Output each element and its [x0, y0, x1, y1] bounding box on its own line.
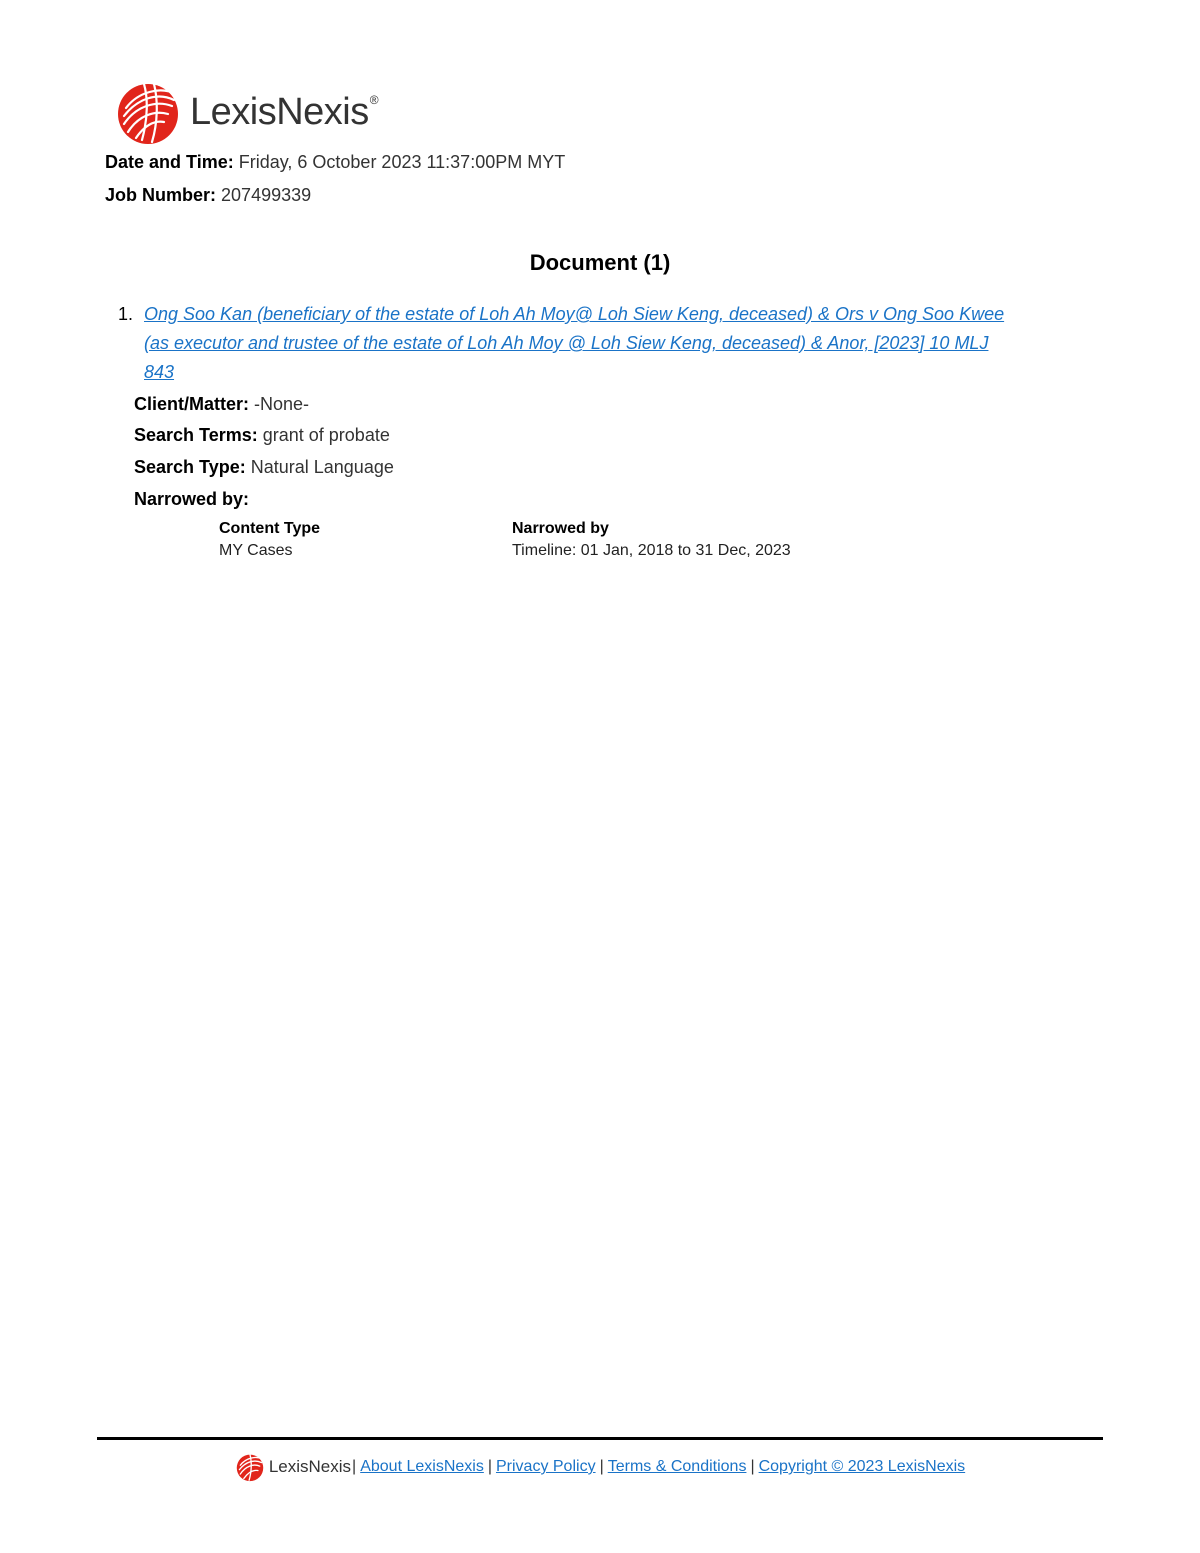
about-lexisnexis-link[interactable]: About LexisNexis	[360, 1458, 484, 1475]
job-number-label: Job Number:	[105, 185, 217, 205]
search-terms-line	[134, 424, 390, 446]
date-time-line	[105, 151, 565, 173]
footer-separator: |	[487, 1458, 492, 1475]
search-type-line	[134, 456, 394, 478]
content-type-column	[219, 518, 320, 562]
footer-separator: |	[750, 1458, 755, 1475]
footer-wordmark: LexisNexis	[268, 1457, 352, 1476]
footer-separator: |	[599, 1458, 604, 1475]
narrowed-by-value: Timeline: 01 Jan, 2018 to 31 Dec, 2023	[512, 542, 791, 559]
search-terms-value: grant of probate	[262, 425, 390, 445]
footer	[0, 1452, 1200, 1482]
privacy-policy-link[interactable]: Privacy Policy	[495, 1458, 596, 1475]
job-number-line	[105, 184, 311, 206]
content-type-header: Content Type	[219, 520, 321, 537]
footer-logo	[235, 1452, 351, 1482]
narrowed-by-line	[134, 488, 249, 510]
lexisnexis-knowledge-burst-icon	[235, 1452, 265, 1482]
terms-conditions-link[interactable]: Terms & Conditions	[607, 1458, 747, 1475]
search-type-label: Search Type:	[134, 457, 246, 477]
client-matter-value: -None-	[254, 394, 310, 414]
footer-divider	[97, 1437, 1103, 1440]
result-title-line-3: 843	[144, 362, 175, 382]
registered-mark: ®	[369, 92, 379, 107]
result-title-link[interactable]	[144, 300, 1098, 387]
narrowed-by-column	[512, 518, 791, 562]
date-time-label: Date and Time:	[105, 152, 234, 172]
search-terms-label: Search Terms:	[134, 425, 258, 445]
content-type-value: MY Cases	[219, 542, 293, 559]
job-number-value: 207499339	[221, 185, 312, 205]
lexisnexis-knowledge-burst-icon	[114, 78, 182, 146]
logo-wordmark: LexisNexis®	[190, 90, 379, 133]
result-item	[118, 300, 1098, 387]
result-number: 1.	[118, 304, 134, 324]
narrowed-by-header: Narrowed by	[512, 520, 609, 537]
footer-separator: |	[352, 1458, 357, 1475]
result-title-line-1: Ong Soo Kan (beneficiary of the estate of Loh Ah Moy@ Loh Siew Keng, deceased) & Ors v Ong Soo Kwee	[144, 304, 1005, 324]
search-type-value: Natural Language	[250, 457, 394, 477]
client-matter-label: Client/Matter:	[134, 394, 250, 414]
result-title-line-2: (as executor and trustee of the estate of Loh Ah Moy @ Loh Siew Keng, deceased) & Anor, [2023] 10 MLJ	[144, 333, 989, 353]
date-time-value: Friday, 6 October 2023 11:37:00PM MYT	[238, 152, 566, 172]
copyright-link[interactable]: Copyright © 2023 LexisNexis	[758, 1458, 966, 1475]
document-count-heading: Document (1)	[529, 250, 671, 275]
narrowed-by-label: Narrowed by:	[134, 489, 250, 509]
client-matter-line	[134, 393, 309, 415]
lexisnexis-logo	[114, 78, 378, 146]
